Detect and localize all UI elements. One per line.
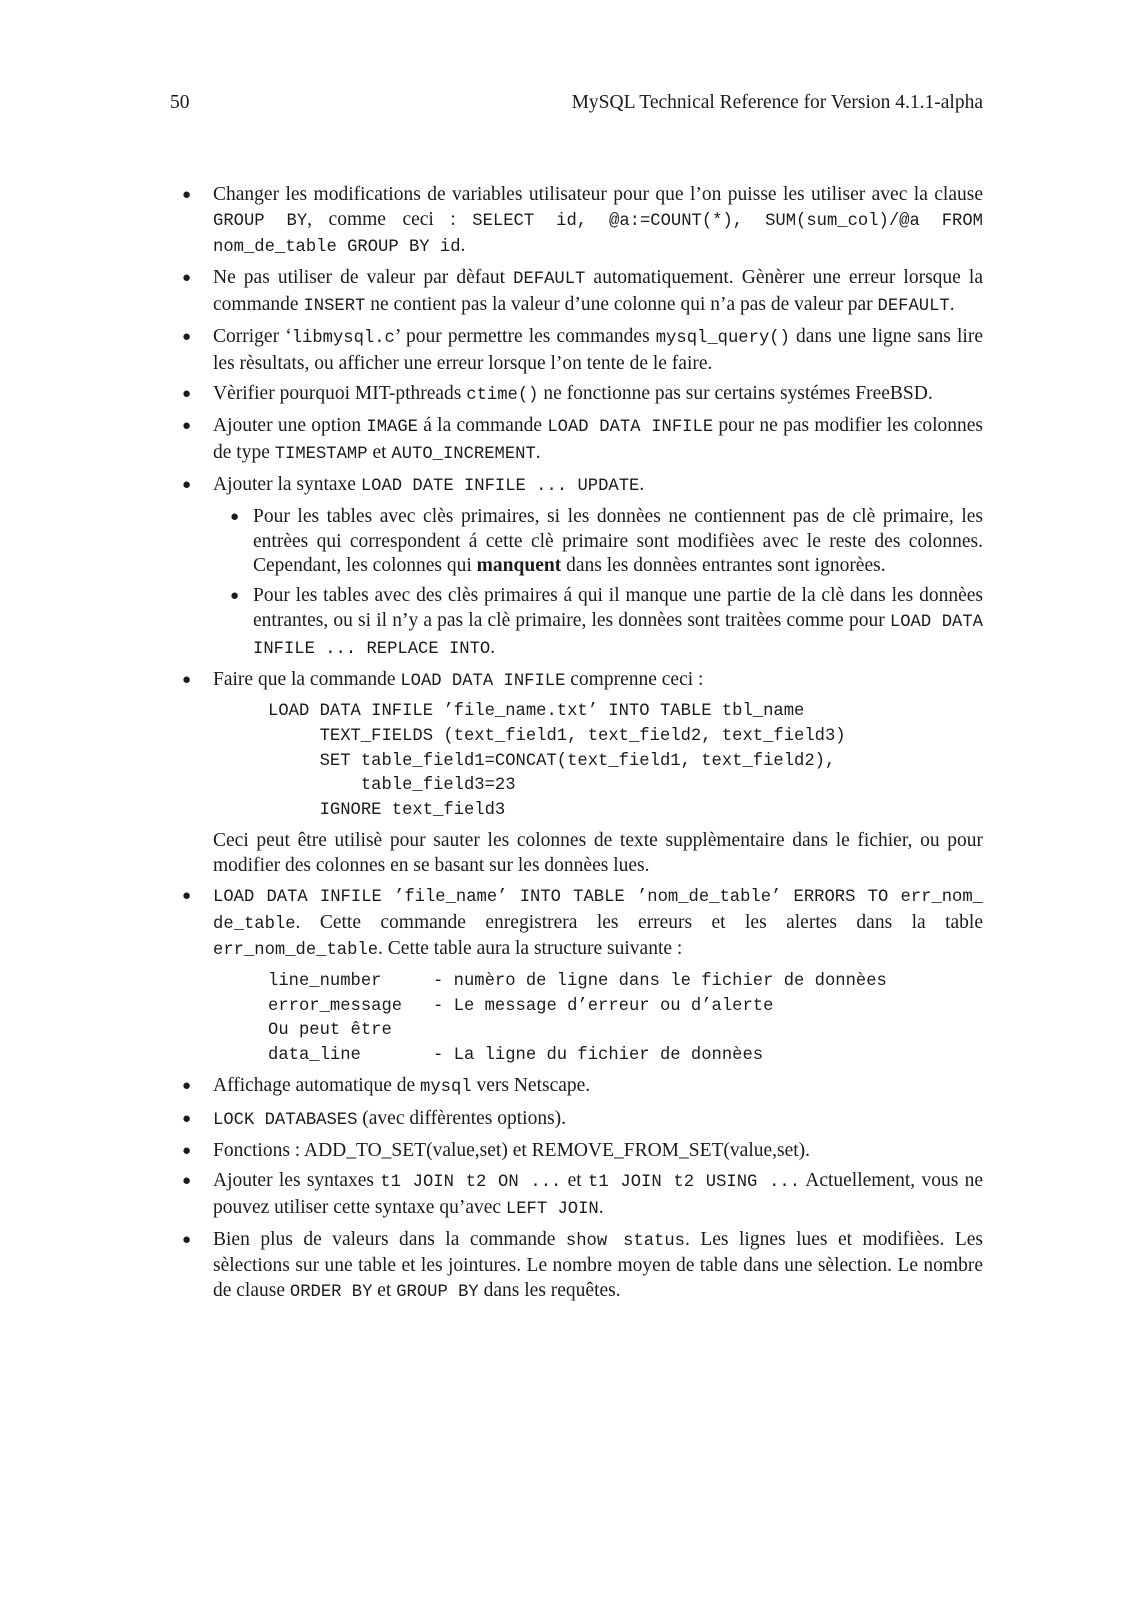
sub-list-item: ● Pour les tables avec des clès primaires á qui il manque une partie de la clè dans les donnèes entrantes, ou si il n’y a pas la clè primaire, les donnèes sont traitèes comme pour LOAD DATA INFILE ... REPLACE INTO. <box>230 585 983 659</box>
list-item: ● Ne pas utiliser de valeur par dèfaut DEFAULT automatiquement. Gènèrer une erreur lorsque la commande INSERT ne contient pas la valeur d’une colonne qui n’a pas de valeur par DEFAULT. <box>182 267 983 316</box>
bullet-icon: ● <box>182 888 192 905</box>
bullet-icon: ● <box>182 1078 192 1095</box>
list-item: ● Corriger ‘libmysql.c’ pour permettre les commandes mysql_query() dans une ligne sans lire les rèsultats, ou afficher une erreur lorsque l’on tente de le faire. <box>182 326 983 374</box>
bullet-icon: ● <box>230 509 240 526</box>
list-item: ● LOAD DATA INFILE ’file_name’ INTO TABLE ’nom_de_table’ ERRORS TO err_nom_ de_table. Cette commande enregistrera les erreurs et les alertes dans la table err_nom_de_table. Cette table aura la structure suivante : line_number - numèro de ligne dans le fichier de donnèes error_message - Le message d’erreur ou d’alerte Ou peut être data_line - La ligne du fichier de donnèes <box>170 884 983 1068</box>
bullet-icon: ● <box>182 270 192 287</box>
bullet-icon: ● <box>182 1110 192 1127</box>
code-block: line_number - numèro de ligne dans le fichier de donnèes error_message - Le message d’erreur ou d’alerte Ou peut être data_line - La ligne du fichier de donnèes <box>268 971 887 1065</box>
bullet-icon: ● <box>182 329 192 346</box>
list-item: ● Vèrifier pourquoi MIT-pthreads ctime() ne fonctionne pas sur certains systémes FreeBSD. <box>182 382 933 405</box>
list-item: ● Faire que la commande LOAD DATA INFILE comprenne ceci : LOAD DATA INFILE ’file_name.txt’ INTO TABLE tbl_name TEXT_FIELDS (text_field1, text_field2, text_field3) SET table_field1=CONCAT(text_field1, text_field2), table_field3=23 IGNORE text_field3 Ceci peut être utilisè pour sauter les colonnes de texte supplèmentaire dans le fichier, ou pour modifier des colonnes en se basant sur les donnèes lues. <box>170 668 983 879</box>
paragraph: Ceci peut être utilisè pour sauter les colonnes de texte supplèmentaire dans le fichier, ou pour modifier des colonnes en se basant sur les donnèes lues. <box>213 830 983 876</box>
list-item: ● Ajouter les syntaxes t1 JOIN t2 ON ... et t1 JOIN t2 USING ... Actuellement, vous ne pouvez utiliser cette syntaxe qu’avec LEFT JOIN. <box>182 1169 983 1219</box>
code-block: LOAD DATA INFILE ’file_name.txt’ INTO TABLE tbl_name TEXT_FIELDS (text_field1, text_field2, text_field3) SET table_field1=CONCAT(text_field1, text_field2), table_field3=23 IGNORE text_field3 <box>268 702 846 820</box>
sub-list-item: ● Pour les tables avec clès primaires, si les donnèes ne contiennent pas de clè primaire, les entrèes qui correspondent á cette clè primaire sont modifièes avec le reste des colonnes. Cependant, les colonnes qui manquent dans les donnèes entrantes sont ignorèes. <box>230 506 983 577</box>
bullet-icon: ● <box>182 187 192 203</box>
bullet-icon: ● <box>182 418 192 435</box>
page-body <box>170 183 983 1311</box>
bullet-icon: ● <box>230 588 240 605</box>
running-header-title: MySQL Technical Reference for Version 4.1.1-alpha <box>571 92 983 113</box>
bullet-icon: ● <box>182 1172 192 1189</box>
list-item: ● Bien plus de valeurs dans la commande show status. Les lignes lues et modifièes. Les sèlections sur une table et les jointures. Le nombre moyen de table dans une sèlection. Le nombre de clause ORDER BY et GROUP BY dans les requêtes. <box>182 1228 983 1302</box>
todo-list <box>170 183 983 1305</box>
list-item: ● LOCK DATABASES (avec diffèrentes options). <box>182 1107 567 1130</box>
list-item: ● Changer les modifications de variables utilisateur pour que l’on puisse les utiliser avec la clause GROUP BY, comme ceci : SELECT id, @a:=COUNT(*), SUM(sum_col)/@a FROM nom_de_table GROUP BY id. <box>182 184 983 258</box>
list-item: ● Ajouter une option IMAGE á la commande LOAD DATA INFILE pour ne pas modifier les colonnes de type TIMESTAMP et AUTO_INCREMENT. <box>182 415 984 464</box>
bullet-icon: ● <box>182 1142 192 1159</box>
bullet-icon: ● <box>182 385 192 402</box>
bullet-icon: ● <box>182 476 192 493</box>
list-item: ● Affichage automatique de mysql vers Netscape. <box>182 1075 591 1098</box>
bullet-icon: ● <box>182 671 192 688</box>
bullet-icon: ● <box>182 1231 192 1248</box>
list-item: ● Fonctions : ADD_TO_SET(value,set) et REMOVE_FROM_SET(value,set). <box>170 1139 983 1164</box>
page-number: 50 <box>170 92 190 113</box>
sub-list <box>213 505 983 662</box>
list-item: ● Ajouter la syntaxe LOAD DATE INFILE ... UPDATE. ● Pour les tables avec clès primaires, si les donnèes ne contiennent pas de clè primaire, les entrèes qui correspondent á cette clè primaire sont modifièes avec le reste des colonnes. Cependant, les colonnes qui manquent dans les donnèes entrantes sont ignorèes. ● Pour les tables avec des clès primaires á qui il manque une partie de la clè dans les donnèes entrantes, ou si il n’y a pas la clè primaire, les donnèes sont traitèes comme pour LOAD DATA INFILE ... REPLACE INTO. <box>170 473 983 662</box>
